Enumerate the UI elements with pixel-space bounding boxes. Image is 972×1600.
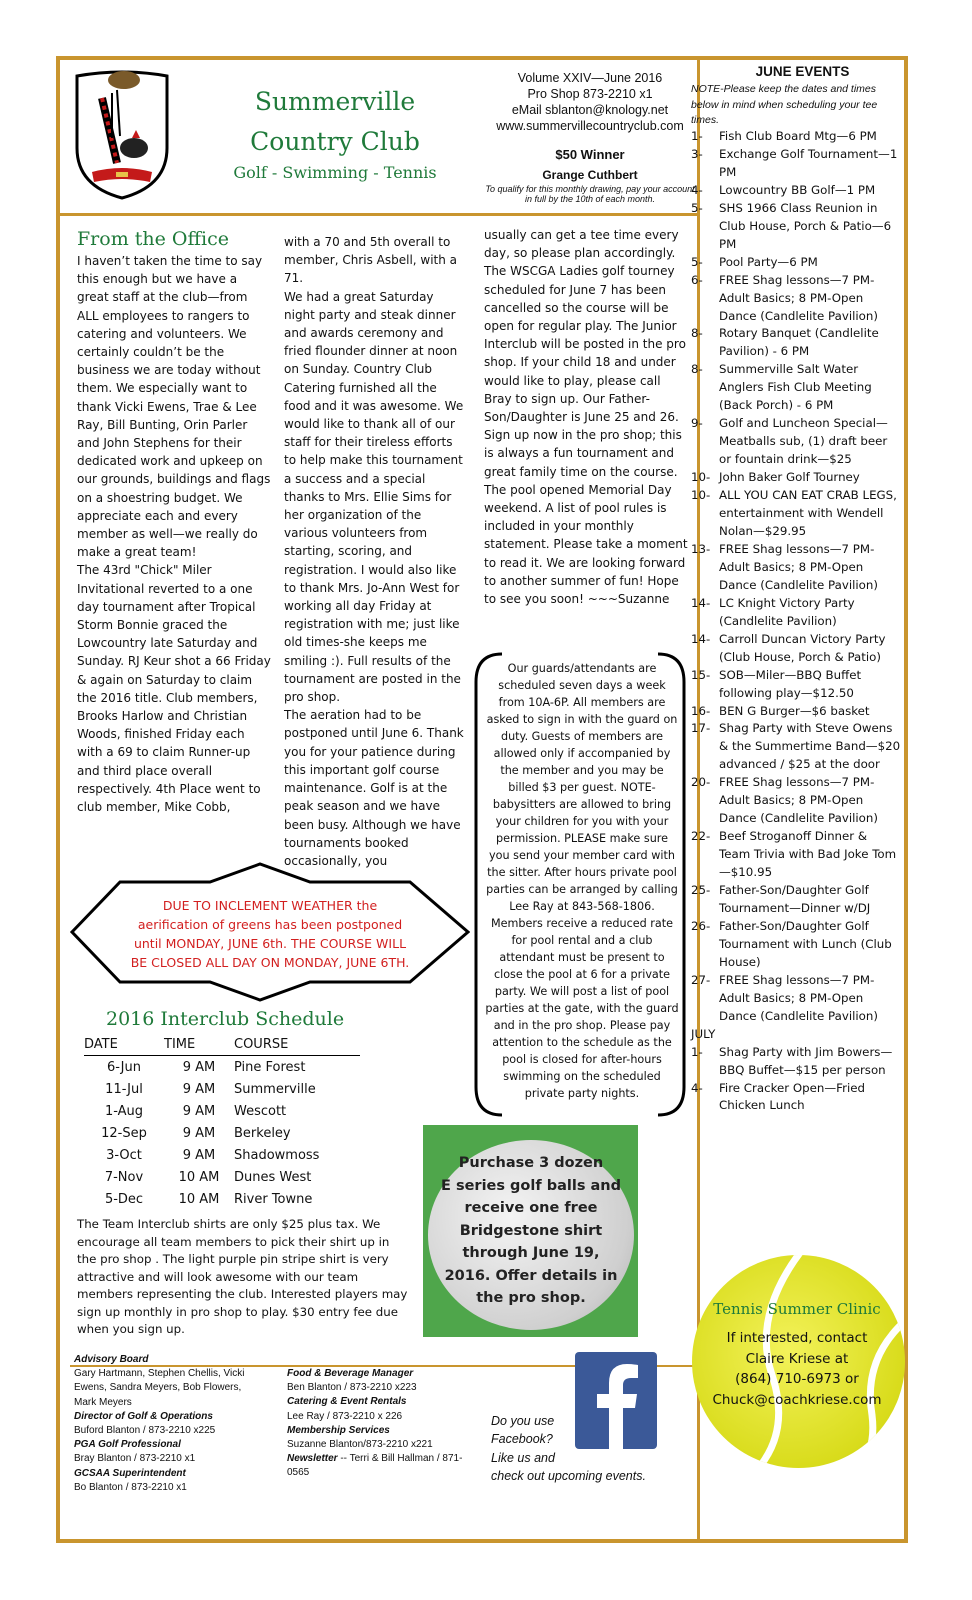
column-header-time: TIME bbox=[164, 1034, 234, 1056]
event-description: FREE Shag lessons—7 PM-Adult Basics; 8 PM-Open Dance (Candlelite Pavilion) bbox=[719, 972, 878, 1023]
advisory-label: Advisory Board bbox=[74, 1354, 149, 1365]
event-description: SOB—Miler—BBQ Buffet following play—$12.50 bbox=[719, 667, 862, 700]
event-description: Shag Party with Jim Bowers—BBQ Buffet—$15 per person bbox=[719, 1044, 893, 1077]
newsletter-info bbox=[485, 70, 695, 134]
event-description: Beef Stroganoff Dinner & Team Trivia with Bad Joke Tom—$10.95 bbox=[719, 829, 897, 880]
event-item bbox=[691, 703, 901, 721]
event-item bbox=[691, 1080, 901, 1116]
course-cell: River Towne bbox=[234, 1191, 313, 1207]
event-date: 5- bbox=[691, 200, 703, 215]
winner-heading: $50 Winner bbox=[555, 147, 625, 162]
date-cell: 11-Jul bbox=[105, 1081, 143, 1097]
event-description: Carroll Duncan Victory Party (Club House, Porch & Patio) bbox=[719, 631, 886, 664]
staff-directory-left bbox=[74, 1353, 264, 1495]
time-cell: 9 AM bbox=[182, 1147, 216, 1163]
winner-note: To qualify for this monthly drawing, pay your account in full by the 10th of each month. bbox=[485, 184, 695, 204]
event-description: Father-Son/Daughter Golf Tournament—Dinner w/DJ bbox=[719, 883, 871, 915]
event-description: Fish Club Board Mtg—6 PM bbox=[719, 129, 877, 143]
table-row bbox=[84, 1144, 360, 1166]
winner-name: Grange Cuthbert bbox=[542, 168, 638, 182]
fb-manager-label: Food & Beverage Manager bbox=[287, 1368, 414, 1379]
event-date: 9- bbox=[691, 416, 703, 431]
event-description: BEN G Burger—$6 basket bbox=[719, 703, 870, 718]
date-cell: 12-Sep bbox=[101, 1125, 147, 1141]
june-events-list bbox=[691, 128, 901, 1026]
event-description: Rotary Banquet (Candlelite Pavilion) - 6 PM bbox=[719, 326, 879, 359]
event-description: Golf and Luncheon Special—Meatballs sub, (1) draft beer or fountain drink—$25 bbox=[719, 416, 888, 467]
event-description: Summerville Salt Water Anglers Fish Club Meeting (Back Porch) - 6 PM bbox=[719, 362, 872, 413]
header-divider bbox=[60, 213, 697, 216]
event-date: 5- bbox=[691, 254, 703, 269]
event-description: Pool Party—6 PM bbox=[719, 254, 818, 269]
facebook-prompt: Do you use Facebook? Like us and check out upcoming events. bbox=[491, 1414, 646, 1483]
interclub-title: 2016 Interclub Schedule bbox=[106, 1008, 345, 1030]
date-cell: 5-Dec bbox=[104, 1191, 144, 1207]
event-description: Father-Son/Daughter Golf Tournament with Lunch (Club House) bbox=[719, 918, 892, 969]
event-description: FREE Shag lessons—7 PM-Adult Basics; 8 PM-Open Dance (Candlelite Pavilion) bbox=[719, 775, 878, 826]
date-cell: 7-Nov bbox=[104, 1169, 144, 1185]
weather-notice: DUE TO INCLEMENT WEATHER the aerification of greens has been postponed until MONDAY, JUNE 6th. THE COURSE WILL BE CLOSED ALL DAY ON MONDAY, JUNE 6TH. bbox=[130, 898, 410, 970]
event-description: FREE Shag lessons—7 PM-Adult Basics; 8 PM-Open Dance (Candlelite Pavilion) bbox=[719, 541, 878, 592]
table-row bbox=[84, 1166, 360, 1188]
date-cell: 3-Oct bbox=[106, 1147, 142, 1163]
gcsaa-contact: Bo Blanton / 873-2210 x1 bbox=[74, 1481, 187, 1493]
date-cell: 6-Jun bbox=[107, 1059, 141, 1075]
column-header-course: COURSE bbox=[234, 1034, 360, 1056]
pool-notice: Our guards/attendants are scheduled seven days a week from 10A-6P. All members are asked to sign in with the guard on duty. Guests of members are allowed only if accompanied by the member and you may be billed $3 per guest. NOTE-babysitters are allowed to bring your children for you with your permission. PLEASE make sure you send your member card with the sitter. After hours private pool parties can be arranged by calling Lee Ray at 843-568-1806. Members receive a reduced rate for pool rental and a club attendant must be present to close the pool at 6 for a private party. We will post a list of pool parties at the gate, with the guard and in the pro shop. Please pay attention to the schedule as the pool is closed for after-hours swimming on the scheduled private party nights. bbox=[485, 662, 679, 1100]
events-list bbox=[691, 128, 901, 1115]
time-cell: 9 AM bbox=[182, 1059, 216, 1075]
course-cell: Summerville bbox=[234, 1081, 316, 1097]
event-item bbox=[691, 272, 901, 326]
table-row bbox=[84, 1100, 360, 1122]
course-cell: Pine Forest bbox=[234, 1059, 306, 1075]
promo-text: Purchase 3 dozen E series golf balls and receive one free Bridgestone shirt through June 19, 2016. Offer details in the pro shop. bbox=[441, 1155, 621, 1306]
june-events-note: NOTE-Please keep the dates and times below in mind when scheduling your tee times. bbox=[691, 83, 878, 126]
event-date: 8- bbox=[691, 362, 703, 377]
office-column-2: with a 70 and 5th overall to member, Chris Asbell, with a 71. We had a great Saturday night party and steak dinner and awards ceremony and fried flounder dinner at noon on Sunday. Country Club Catering furnished all the food and it was awesome. We would like to thank all of our staff for their tireless efforts to help make this tournament a success and a special thanks to Mrs. Ellie Sims for her organization of the various volunteers from starting, scoring, and registration. I would also like to thank Mrs. Jo-Ann West for working all day Friday at registration with me; just like old times-she keeps me smiling :). Full results of the tournament are posted in the pro shop. The aeration had to be postponed until June 6. Thank you for your patience during this important golf course maintenance. Golf is at the peak season and we have been busy. Although we have tournaments booked occasionally, you bbox=[284, 235, 464, 868]
fb-manager-contact: Ben Blanton / 873-2210 x223 bbox=[287, 1382, 417, 1394]
pga-contact: Bray Blanton / 873-2210 x1 bbox=[74, 1453, 196, 1465]
course-cell: Shadowmoss bbox=[234, 1147, 320, 1163]
event-date: 16- bbox=[691, 703, 711, 718]
pro-shop-phone: Pro Shop 873-2210 x1 bbox=[527, 87, 653, 101]
office-title: From the Office bbox=[77, 228, 229, 250]
event-date: 8- bbox=[691, 326, 703, 341]
club-tagline: Golf - Swimming - Tennis bbox=[233, 163, 437, 182]
event-description: Shag Party with Steve Owens & the Summertime Band—$20 advanced / $25 at the door bbox=[719, 721, 901, 772]
course-cell: Wescott bbox=[234, 1103, 287, 1119]
table-row bbox=[84, 1078, 360, 1100]
event-description: SHS 1966 Class Reunion in Club House, Porch & Patio—6 PM bbox=[719, 200, 892, 251]
event-item bbox=[691, 254, 901, 272]
event-date: 3- bbox=[691, 146, 703, 161]
july-label: JULY bbox=[691, 1026, 716, 1041]
team-shirt-text: The Team Interclub shirts are only $25 plus tax. We encourage all team members to pick their shirt up in the pro shop . The light purple pin stripe shirt is very attractive and will look awesome with our team members representing the club. Interested players may sign up monthly in pro shop to play. $30 entry fee due when you sign up. bbox=[77, 1217, 408, 1336]
time-cell: 9 AM bbox=[182, 1125, 216, 1141]
event-description: John Baker Golf Tourney bbox=[719, 470, 860, 485]
event-item bbox=[691, 541, 901, 595]
club-name: Summerville Country Club bbox=[250, 87, 420, 156]
catering-label: Catering & Event Rentals bbox=[287, 1396, 407, 1408]
event-item bbox=[691, 1044, 901, 1080]
facebook-f-icon bbox=[575, 1352, 657, 1449]
interclub-table bbox=[84, 1034, 360, 1210]
event-date: 26- bbox=[691, 918, 711, 933]
date-cell: 1-Aug bbox=[104, 1103, 144, 1119]
golf-ops-label: Director of Golf & Operations bbox=[74, 1410, 213, 1422]
event-description: Exchange Golf Tournament—1 PM bbox=[719, 146, 898, 179]
club-crest-logo bbox=[72, 68, 172, 200]
event-date: 6- bbox=[691, 272, 703, 287]
pga-label: PGA Golf Professional bbox=[74, 1439, 181, 1451]
event-item bbox=[691, 972, 901, 1026]
event-item bbox=[691, 200, 901, 254]
event-date: 14- bbox=[691, 631, 711, 646]
time-cell: 10 AM bbox=[178, 1169, 220, 1185]
newsletter-label: Newsletter bbox=[287, 1453, 338, 1465]
event-description: LC Knight Victory Party (Candlelite Pavilion) bbox=[719, 595, 855, 628]
july-events-list bbox=[691, 1044, 901, 1116]
office-column-1: I haven’t taken the time to say this enough but we have a great staff at the club—from ALL employees to rangers to catering and volunteers. We certainly couldn’t be the business we are today without them. We especially want to thank Vicki Ewens, Trae & Lee Ray, Bill Bunting, Orin Parler and John Stephens for their dedicated work and upkeep on our grounds, buildings and flags on a shoestring budget. We appreciate each and every member as well—we really do make a great team! The 43rd "Chick" Miler Invitational reverted to a one day tournament after Tropical Storm Bonnie graced the Lowcountry late Saturday and Sunday. RJ Keur shot a 66 Friday & again on Saturday to claim the 2016 title. Club members, Brooks Harlow and Christian Woods, finished Friday each with a 69 to claim Runner-up and third place overall respectively. 4th Place went to club member, Mike Cobb, bbox=[77, 254, 271, 815]
event-item bbox=[691, 667, 901, 703]
event-date: 27- bbox=[691, 972, 711, 987]
table-row bbox=[84, 1056, 360, 1079]
event-date: 13- bbox=[691, 541, 711, 556]
website-link[interactable]: www.summervillecountryclub.com bbox=[496, 119, 684, 133]
event-item bbox=[691, 774, 901, 828]
event-date: 1- bbox=[691, 129, 703, 143]
table-row bbox=[84, 1188, 360, 1210]
event-item bbox=[691, 918, 901, 972]
staff-directory-right bbox=[287, 1367, 467, 1481]
office-column-3: usually can get a tee time every day, so please plan accordingly. The WSCGA Ladies golf tourney scheduled for June 7 has been cancelled so the course will be open for regular play. The Junior Interclub will be posted in the pro shop. If your child 18 and under would like to play, please call Bray to sign up. Our Father-Son/Daughter is June 25 and 26. Sign up now in the pro shop; this is always a fun tournament and great family time on the course. The pool opened Memorial Day weekend. A list of pool rules is included in your monthly statement. Please take a moment to read it. We are looking forward to another summer of fun! Hope to see you soon! ~~~Suzanne bbox=[484, 228, 688, 607]
table-row bbox=[84, 1122, 360, 1144]
event-date: 20- bbox=[691, 775, 711, 790]
event-item bbox=[691, 469, 901, 487]
advisory-members: Gary Hartmann, Stephen Chellis, Vicki Ewens, Sandra Meyers, Bob Flowers, Mark Meyers bbox=[74, 1368, 245, 1408]
table-header-row bbox=[84, 1034, 360, 1056]
event-description: Lowcountry BB Golf—1 PM bbox=[719, 182, 876, 197]
event-description: FREE Shag lessons—7 PM-Adult Basics; 8 PM-Open Dance (Candlelite Pavilion) bbox=[719, 272, 878, 323]
newsletter-contact: -- Terri & Bill Hallman / 871-0565 bbox=[287, 1453, 463, 1479]
event-date: 10- bbox=[691, 488, 711, 503]
event-date: 17- bbox=[691, 721, 711, 736]
event-description: ALL YOU CAN EAT CRAB LEGS, entertainment with Wendell Nolan—$29.95 bbox=[719, 488, 897, 538]
event-item bbox=[691, 415, 901, 469]
event-item bbox=[691, 361, 901, 415]
course-cell: Berkeley bbox=[234, 1125, 291, 1141]
time-cell: 9 AM bbox=[182, 1103, 216, 1119]
event-date: 10- bbox=[691, 470, 711, 485]
volume: Volume XXIV—June 2016 bbox=[517, 71, 663, 85]
event-date: 14- bbox=[691, 595, 711, 610]
event-item bbox=[691, 595, 901, 631]
newsletter-line bbox=[287, 1452, 467, 1480]
tennis-contact: If interested, contact Claire Kriese at (864) 710-6973 or Chuck@coachkriese.com bbox=[712, 1330, 882, 1408]
winner-box bbox=[485, 147, 695, 204]
june-events-title: JUNE EVENTS bbox=[755, 64, 850, 79]
event-date: 4- bbox=[691, 182, 703, 197]
event-item bbox=[691, 487, 901, 541]
event-date: 25- bbox=[691, 883, 711, 898]
event-item bbox=[691, 720, 901, 774]
event-date: 15- bbox=[691, 667, 711, 682]
email: eMail sblanton@knology.net bbox=[511, 103, 669, 117]
event-item bbox=[691, 631, 901, 667]
event-date: 1- bbox=[691, 1044, 703, 1059]
time-cell: 9 AM bbox=[182, 1081, 216, 1097]
time-cell: 10 AM bbox=[178, 1191, 220, 1207]
membership-contact: Suzanne Blanton/873-2210 x221 bbox=[287, 1439, 433, 1451]
event-date: 22- bbox=[691, 829, 711, 844]
gcsaa-label: GCSAA Superintendent bbox=[74, 1467, 186, 1479]
course-cell: Dunes West bbox=[234, 1169, 312, 1185]
catering-contact: Lee Ray / 873-2210 x 226 bbox=[287, 1410, 403, 1422]
golf-ops-contact: Buford Blanton / 873-2210 x225 bbox=[74, 1425, 216, 1437]
event-item bbox=[691, 882, 901, 918]
event-date: 4- bbox=[691, 1080, 703, 1095]
event-item bbox=[691, 828, 901, 882]
event-description: Fire Cracker Open—Fried Chicken Lunch bbox=[719, 1080, 865, 1113]
column-header-date: DATE bbox=[84, 1034, 164, 1056]
tennis-title: Tennis Summer Clinic bbox=[713, 1300, 881, 1318]
event-item bbox=[691, 325, 901, 361]
event-item bbox=[691, 182, 901, 200]
event-item bbox=[691, 128, 901, 146]
event-item bbox=[691, 146, 901, 182]
membership-label: Membership Services bbox=[287, 1424, 390, 1436]
